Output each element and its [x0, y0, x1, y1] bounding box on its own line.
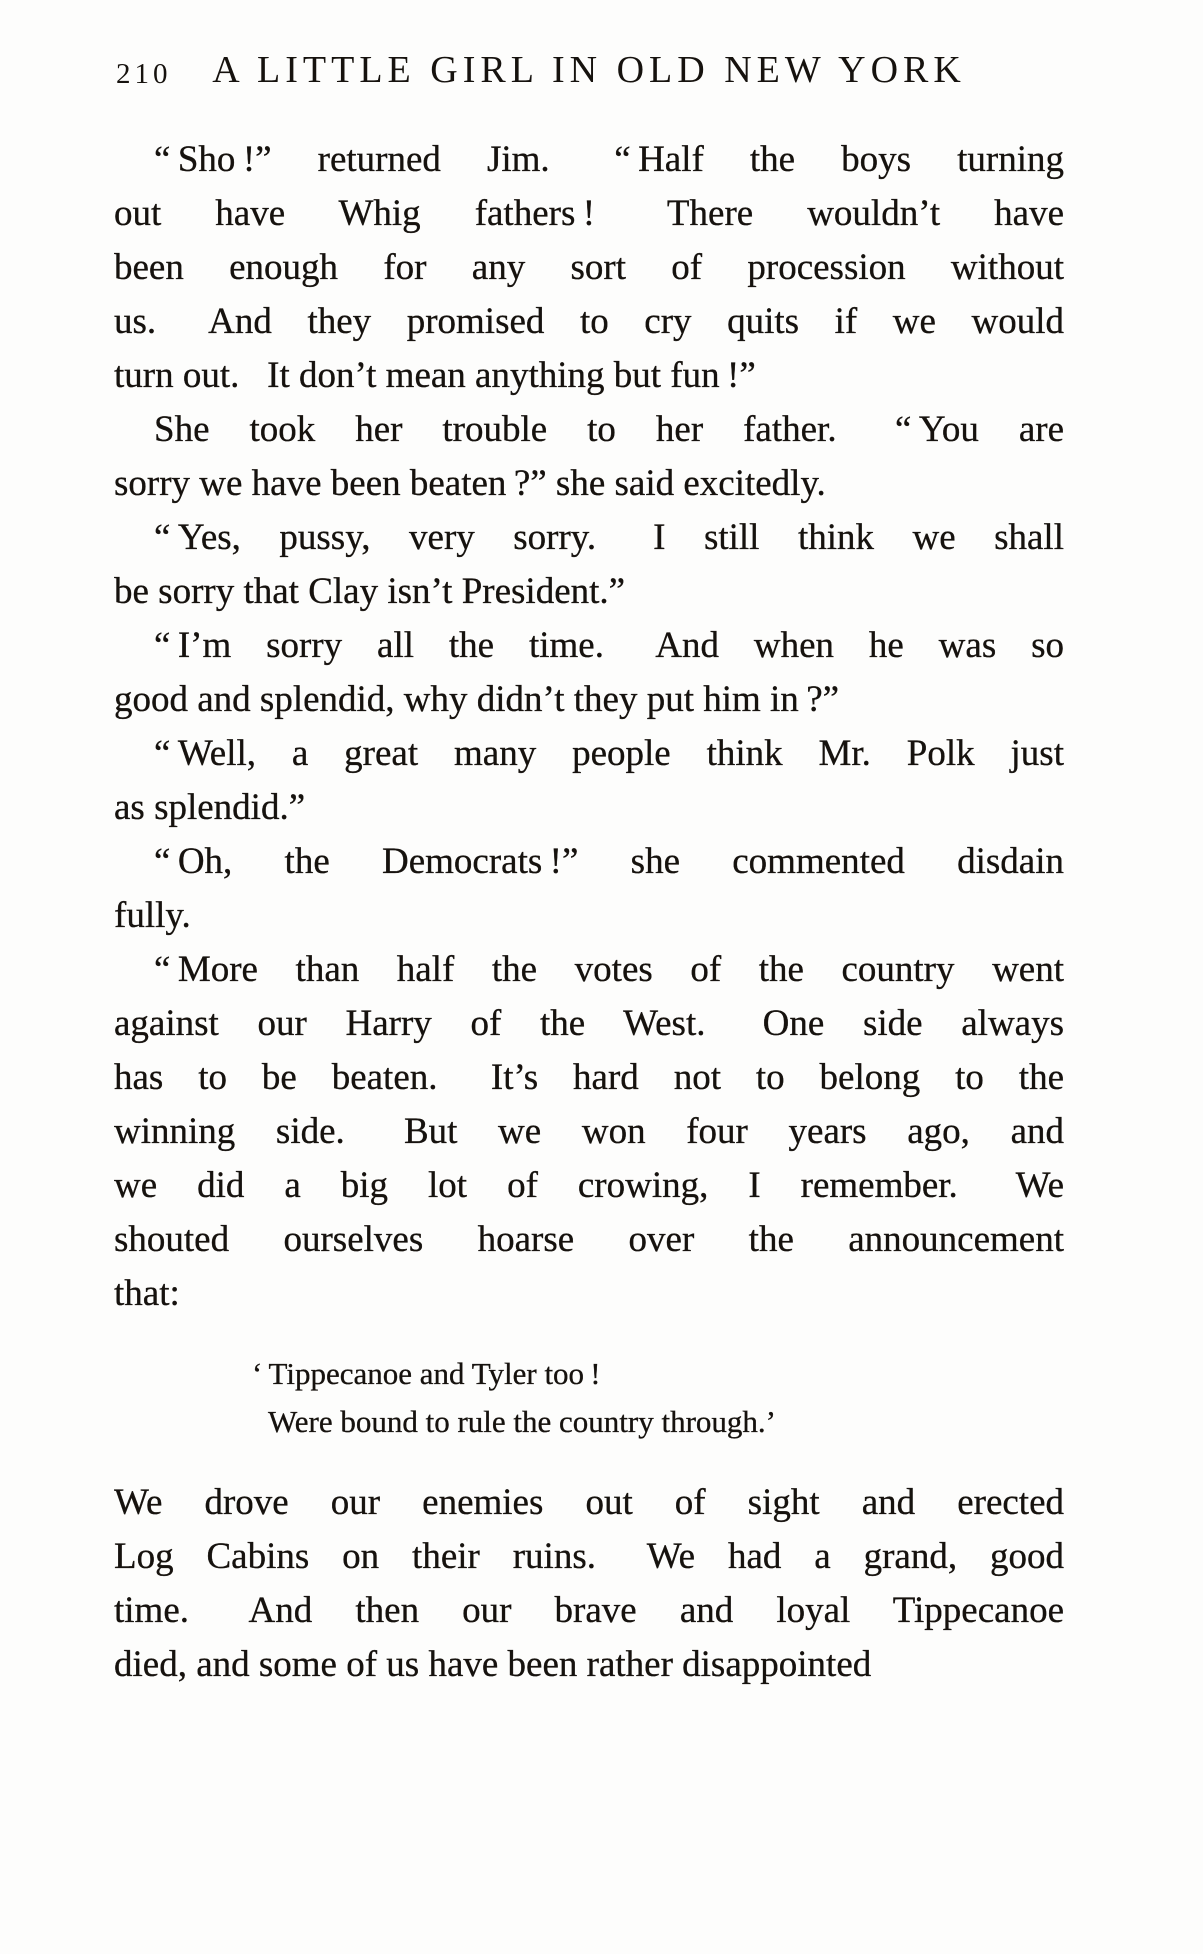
paragraph	[114, 403, 1064, 511]
text-line: be sorry that Clay isn’t President.”	[114, 571, 626, 612]
text-line: as splendid.”	[114, 787, 306, 828]
page-header	[114, 48, 1064, 92]
page-body	[114, 133, 1064, 1692]
text-line: that:	[114, 1273, 180, 1314]
paragraph	[114, 943, 1064, 1321]
text-line: good and splendid, why didn’t they put him in ?”	[114, 679, 840, 720]
text-line: “ Well, a great many people think Mr. Polk just	[154, 733, 1064, 774]
text-line: Log Cabins on their ruins. We had a grand, good	[114, 1536, 1064, 1577]
text-line: us. And they promised to cry quits if we would	[114, 301, 1064, 342]
verse-block	[252, 1350, 1064, 1446]
paragraph	[114, 1476, 1064, 1692]
text-line: “ I’m sorry all the time. And when he was so	[154, 625, 1064, 666]
text-line: shouted ourselves hoarse over the announcement	[114, 1219, 1064, 1260]
text-line: We drove our enemies out of sight and erected	[114, 1482, 1064, 1523]
text-line: died, and some of us have been rather disappointed	[114, 1644, 872, 1685]
paragraph	[114, 727, 1064, 835]
text-line: She took her trouble to her father. “ You are	[154, 409, 1064, 450]
text-line: sorry we have been beaten ?” she said excitedly.	[114, 463, 826, 504]
text-line: out have Whig fathers ! There wouldn’t have	[114, 193, 1064, 234]
paragraph	[114, 511, 1064, 619]
text-line: against our Harry of the West. One side always	[114, 1003, 1064, 1044]
text-line: we did a big lot of crowing, I remember. We	[114, 1165, 1064, 1206]
verse-line: Were bound to rule the country through.’	[268, 1404, 777, 1439]
text-line: turn out. It don’t mean anything but fun !”	[114, 355, 756, 396]
text-line: “ More than half the votes of the country went	[154, 949, 1064, 990]
text-line: winning side. But we won four years ago, and	[114, 1111, 1064, 1152]
text-line: fully.	[114, 895, 191, 936]
text-line: been enough for any sort of procession without	[114, 247, 1064, 288]
text-line: has to be beaten. It’s hard not to belong to the	[114, 1057, 1064, 1098]
running-title: A LITTLE GIRL IN OLD NEW YORK	[212, 49, 966, 91]
paragraph	[114, 133, 1064, 403]
page-number: 210	[116, 58, 172, 90]
paragraph	[114, 619, 1064, 727]
verse-line: ‘ Tippecanoe and Tyler too !	[252, 1356, 601, 1391]
text-line: “ Sho !” returned Jim. “ Half the boys turning	[154, 139, 1064, 180]
text-line: “ Oh, the Democrats !” she commented disdain	[154, 841, 1064, 882]
text-line: time. And then our brave and loyal Tippecanoe	[114, 1590, 1064, 1631]
paragraph	[114, 835, 1064, 943]
text-line: “ Yes, pussy, very sorry. I still think we shall	[154, 517, 1064, 558]
